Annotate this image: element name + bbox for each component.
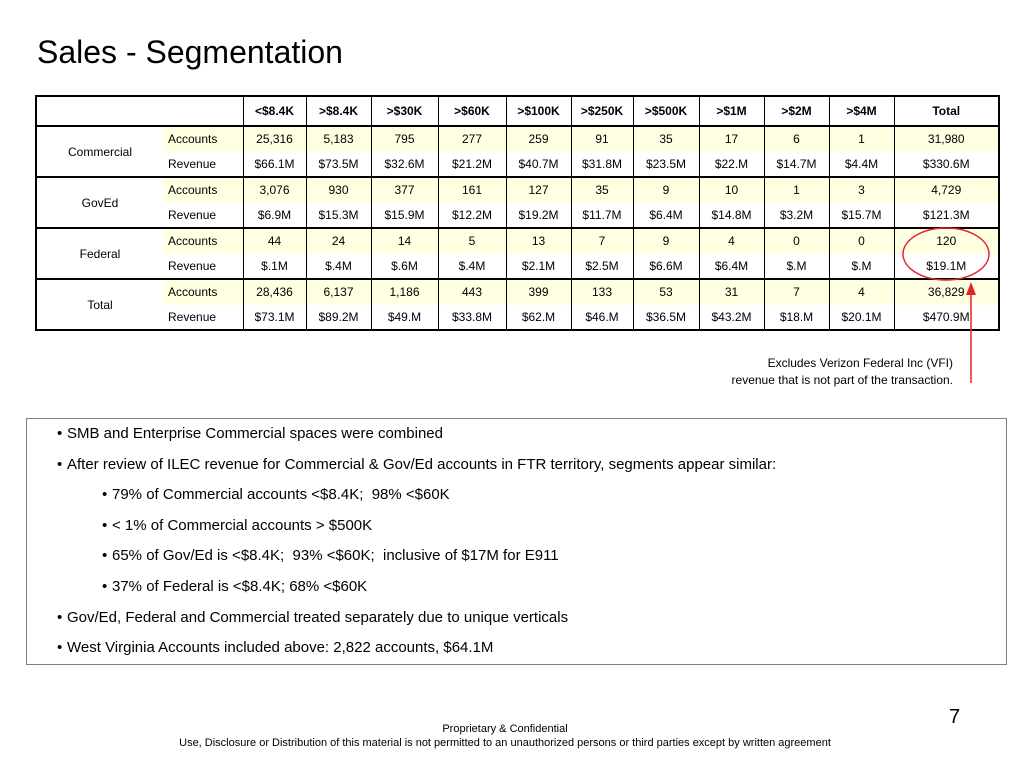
slide-title: Sales - Segmentation: [37, 34, 343, 70]
bullet-text: 79% of Commercial accounts <$8.4K; 98% <$60K: [112, 486, 450, 504]
table-cell: $.6M: [371, 254, 438, 280]
table-cell: 133: [571, 279, 633, 305]
table-cell: 35: [633, 126, 699, 152]
table-cell: $23.5M: [633, 152, 699, 178]
table-cell: 3,076: [243, 177, 306, 203]
total-cell: $121.3M: [894, 203, 999, 229]
table-cell: $14.7M: [764, 152, 829, 178]
table-body: [36, 126, 999, 330]
table-cell: 10: [699, 177, 764, 203]
bullet-icon: •: [57, 455, 63, 473]
table-cell: 7: [571, 228, 633, 254]
bullet-icon: •: [57, 639, 63, 657]
total-cell: $19.1M: [894, 254, 999, 280]
sub-bullet-item: [27, 511, 1006, 542]
table-cell: 35: [571, 177, 633, 203]
segment-label: Total: [36, 279, 163, 330]
sub-bullet-item: [27, 480, 1006, 511]
table-cell: 259: [506, 126, 571, 152]
table-cell: 14: [371, 228, 438, 254]
table-row-goved-accounts: [36, 177, 999, 203]
table-cell: $46.M: [571, 305, 633, 331]
column-header: >$4M: [829, 96, 894, 126]
column-header: >$60K: [438, 96, 506, 126]
total-cell: 120: [894, 228, 999, 254]
column-header: >$1M: [699, 96, 764, 126]
segmentation-table: [35, 95, 1000, 331]
table-cell: $40.7M: [506, 152, 571, 178]
table-cell: 4: [829, 279, 894, 305]
table-cell: $.4M: [438, 254, 506, 280]
table-cell: $73.1M: [243, 305, 306, 331]
column-header-total: Total: [894, 96, 999, 126]
table-corner-cell: [36, 96, 243, 126]
column-header: >$30K: [371, 96, 438, 126]
bullet-item: [27, 419, 1006, 450]
column-header: >$500K: [633, 96, 699, 126]
note-line: Excludes Verizon Federal Inc (VFI): [767, 356, 953, 370]
bullet-item: [27, 603, 1006, 634]
table-cell: $14.8M: [699, 203, 764, 229]
table-cell: 5: [438, 228, 506, 254]
table-cell: 0: [829, 228, 894, 254]
table-cell: 25,316: [243, 126, 306, 152]
table-cell: 5,183: [306, 126, 371, 152]
footer: [0, 722, 1010, 750]
bullet-icon: •: [57, 608, 63, 626]
table-cell: $22.M: [699, 152, 764, 178]
bullet-text: After review of ILEC revenue for Commercial & Gov/Ed accounts in FTR territory, segments appear similar:: [67, 455, 777, 473]
table-cell: $73.5M: [306, 152, 371, 178]
table-cell: $12.2M: [438, 203, 506, 229]
total-cell: $470.9M: [894, 305, 999, 331]
table-cell: $89.2M: [306, 305, 371, 331]
bullet-text: 37% of Federal is <$8.4K; 68% <$60K: [112, 577, 368, 595]
metric-label: Accounts: [163, 228, 243, 254]
bullet-text: West Virginia Accounts included above: 2,822 accounts, $64.1M: [67, 639, 494, 657]
table-cell: 161: [438, 177, 506, 203]
segment-label: Federal: [36, 228, 163, 279]
bullet-text: 65% of Gov/Ed is <$8.4K; 93% <$60K; inclusive of $17M for E911: [112, 547, 559, 565]
table-row-federal-revenue: [36, 254, 999, 280]
table-cell: $36.5M: [633, 305, 699, 331]
sub-bullet-item: [27, 541, 1006, 572]
bullet-item: [27, 450, 1006, 481]
metric-label: Revenue: [168, 156, 217, 171]
table-cell: $21.2M: [438, 152, 506, 178]
table-cell: 399: [506, 279, 571, 305]
sub-bullet-item: [27, 572, 1006, 603]
segment-label: Commercial: [36, 126, 163, 177]
table-cell: 0: [764, 228, 829, 254]
table-cell: $3.2M: [764, 203, 829, 229]
column-header: >$250K: [571, 96, 633, 126]
table-cell: 17: [699, 126, 764, 152]
table-cell: 9: [633, 177, 699, 203]
table-cell: $43.2M: [699, 305, 764, 331]
table-row-federal-accounts: [36, 228, 999, 254]
table-cell: $11.7M: [571, 203, 633, 229]
metric-label: Accounts: [163, 126, 243, 152]
segment-label: GovEd: [36, 177, 163, 228]
table-cell: $20.1M: [829, 305, 894, 331]
table-cell: $49.M: [371, 305, 438, 331]
table-cell: $18.M: [764, 305, 829, 331]
bullet-icon: •: [102, 516, 108, 534]
table-row-commercial-accounts: [36, 126, 999, 152]
table-cell: $15.3M: [306, 203, 371, 229]
bullet-text: SMB and Enterprise Commercial spaces were combined: [67, 425, 443, 442]
table-row-goved-revenue: [36, 203, 999, 229]
distribution-disclaimer: Use, Disclosure or Distribution of this material is not permitted to an unauthorized persons or third parties except by written agreement: [179, 737, 831, 749]
table-cell: 31: [699, 279, 764, 305]
total-cell: 36,829: [894, 279, 999, 305]
table-cell: 7: [764, 279, 829, 305]
table-cell: $.4M: [306, 254, 371, 280]
table-cell: $2.1M: [506, 254, 571, 280]
table-cell: 4: [699, 228, 764, 254]
total-cell: 31,980: [894, 126, 999, 152]
table-cell: $6.4M: [633, 203, 699, 229]
total-cell: $330.6M: [894, 152, 999, 178]
table-cell: 377: [371, 177, 438, 203]
column-header: >$100K: [506, 96, 571, 126]
table-cell: $4.4M: [829, 152, 894, 178]
table-cell: $66.1M: [243, 152, 306, 178]
table-row-total-accounts: [36, 279, 999, 305]
table-cell: $32.6M: [371, 152, 438, 178]
table-cell: 1,186: [371, 279, 438, 305]
table-cell: 6,137: [306, 279, 371, 305]
table-row-total-revenue: [36, 305, 999, 331]
confidentiality-label: Proprietary & Confidential: [442, 723, 568, 735]
table-cell: 24: [306, 228, 371, 254]
metric-label: Revenue: [168, 207, 217, 222]
bullet-text: < 1% of Commercial accounts > $500K: [112, 516, 373, 534]
table-cell: 443: [438, 279, 506, 305]
metric-label: Accounts: [163, 177, 243, 203]
table-cell: 930: [306, 177, 371, 203]
bullet-icon: •: [102, 547, 108, 565]
vfi-exclusion-note: [732, 355, 953, 389]
table-cell: 9: [633, 228, 699, 254]
table-cell: 13: [506, 228, 571, 254]
table-cell: 91: [571, 126, 633, 152]
table-cell: $62.M: [506, 305, 571, 331]
bullet-item: [27, 633, 1006, 664]
table-cell: 795: [371, 126, 438, 152]
table-cell: $6.4M: [699, 254, 764, 280]
table-cell: $31.8M: [571, 152, 633, 178]
table-cell: 44: [243, 228, 306, 254]
table-cell: $.M: [829, 254, 894, 280]
note-line: revenue that is not part of the transaction.: [731, 373, 953, 387]
table-row-commercial-revenue: [36, 152, 999, 178]
column-header: <$8.4K: [243, 96, 306, 126]
table-cell: 1: [829, 126, 894, 152]
bullet-icon: •: [102, 577, 108, 595]
metric-label: Revenue: [168, 309, 217, 324]
table-cell: 127: [506, 177, 571, 203]
table-cell: $6.6M: [633, 254, 699, 280]
table-cell: 3: [829, 177, 894, 203]
key-points-box: [26, 418, 1007, 665]
table-cell: $.M: [764, 254, 829, 280]
table-cell: $33.8M: [438, 305, 506, 331]
table-cell: $15.7M: [829, 203, 894, 229]
total-cell: 4,729: [894, 177, 999, 203]
bullet-text: Gov/Ed, Federal and Commercial treated separately due to unique verticals: [67, 608, 569, 626]
table-cell: 1: [764, 177, 829, 203]
table-cell: $.1M: [243, 254, 306, 280]
page-number: 7: [949, 706, 961, 728]
table-cell: $15.9M: [371, 203, 438, 229]
bullet-icon: •: [102, 486, 108, 504]
column-header: >$2M: [764, 96, 829, 126]
table-cell: 53: [633, 279, 699, 305]
table-cell: $19.2M: [506, 203, 571, 229]
table-cell: 6: [764, 126, 829, 152]
table-cell: $6.9M: [243, 203, 306, 229]
metric-label: Revenue: [168, 258, 217, 273]
bullet-icon: •: [57, 425, 63, 442]
column-header: >$8.4K: [306, 96, 371, 126]
table-cell: 277: [438, 126, 506, 152]
table-cell: $2.5M: [571, 254, 633, 280]
table-header-row: [36, 96, 999, 126]
table-cell: 28,436: [243, 279, 306, 305]
metric-label: Accounts: [163, 279, 243, 305]
